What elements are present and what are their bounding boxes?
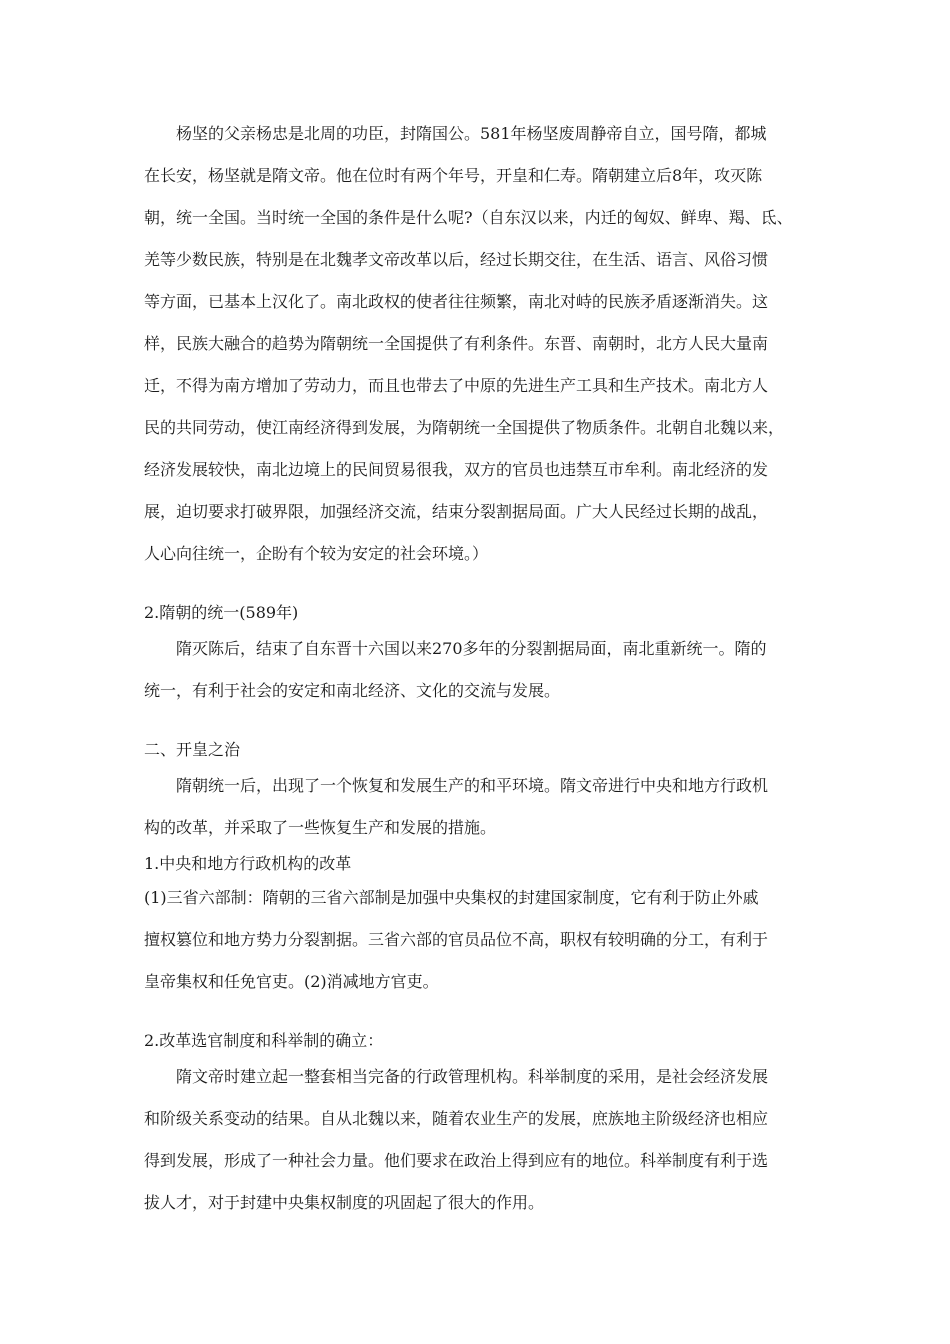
paragraph-line: 朝，统一全国。当时统一全国的条件是什么呢?（自东汉以来，内迁的匈奴、鲜卑、羯、氐、 bbox=[144, 208, 793, 227]
paragraph-line: 皇帝集权和任免官吏。(2)消减地方官吏。 bbox=[144, 972, 439, 991]
sub-heading: 1.中央和地方行政机构的改革 bbox=[144, 854, 352, 873]
section-heading: 二、开皇之治 bbox=[144, 740, 241, 759]
paragraph-line: 人心向往统一，企盼有个较为安定的社会环境。） bbox=[144, 544, 489, 563]
section-heading: 2.改革选官制度和科举制的确立： bbox=[144, 1031, 384, 1050]
paragraph-line: 样，民族大融合的趋势为隋朝统一全国提供了有利条件。东晋、南朝时，北方人民大量南 bbox=[144, 334, 769, 353]
paragraph-line: 得到发展，形成了一种社会力量。他们要求在政治上得到应有的地位。科举制度有利于选 bbox=[144, 1151, 769, 1170]
paragraph-line: 在长安，杨坚就是隋文帝。他在位时有两个年号，开皇和仁寿。隋朝建立后8年，攻灭陈 bbox=[144, 166, 763, 185]
paragraph-line: 拔人才，对于封建中央集权制度的巩固起了很大的作用。 bbox=[144, 1193, 545, 1212]
paragraph-line: 羌等少数民族，特别是在北魏孝文帝改革以后，经过长期交往，在生活、语言、风俗习惯 bbox=[144, 250, 769, 269]
paragraph-line: 经济发展较快，南北边境上的民间贸易很我，双方的官员也违禁互市牟利。南北经济的发 bbox=[144, 460, 769, 479]
paragraph-line: 构的改革，并采取了一些恢复生产和发展的措施。 bbox=[144, 818, 497, 837]
paragraph-line: 民的共同劳动，使江南经济得到发展，为隋朝统一全国提供了物质条件。北朝自北魏以来， bbox=[144, 418, 785, 437]
paragraph-line: 迁，不得为南方增加了劳动力，而且也带去了中原的先进生产工具和生产技术。南北方人 bbox=[144, 376, 769, 395]
paragraph-line: 统一，有利于社会的安定和南北经济、文化的交流与发展。 bbox=[144, 681, 561, 700]
paragraph-line: 擅权篡位和地方势力分裂割据。三省六部的官员品位不高，职权有较明确的分工，有利于 bbox=[144, 930, 769, 949]
paragraph-line: 杨坚的父亲杨忠是北周的功臣，封隋国公。581年杨坚废周静帝自立，国号隋，都城 bbox=[176, 124, 767, 143]
paragraph-line: 等方面，已基本上汉化了。南北政权的使者往往频繁，南北对峙的民族矛盾逐渐消失。这 bbox=[144, 292, 769, 311]
paragraph-line: 和阶级关系变动的结果。自从北魏以来，随着农业生产的发展，庶族地主阶级经济也相应 bbox=[144, 1109, 769, 1128]
section-heading: 2.隋朝的统一(589年) bbox=[144, 603, 299, 622]
paragraph-line: 隋灭陈后，结束了自东晋十六国以来270多年的分裂割据局面，南北重新统一。隋的 bbox=[176, 639, 767, 658]
paragraph-line: 隋文帝时建立起一整套相当完备的行政管理机构。科举制度的采用，是社会经济发展 bbox=[176, 1067, 769, 1086]
paragraph-line: 展，迫切要求打破界限，加强经济交流，结束分裂割据局面。广大人民经过长期的战乱， bbox=[144, 502, 769, 521]
paragraph-line: (1)三省六部制：隋朝的三省六部制是加强中央集权的封建国家制度，它有利于防止外戚 bbox=[144, 888, 759, 907]
paragraph-line: 隋朝统一后，出现了一个恢复和发展生产的和平环境。隋文帝进行中央和地方行政机 bbox=[176, 776, 769, 795]
